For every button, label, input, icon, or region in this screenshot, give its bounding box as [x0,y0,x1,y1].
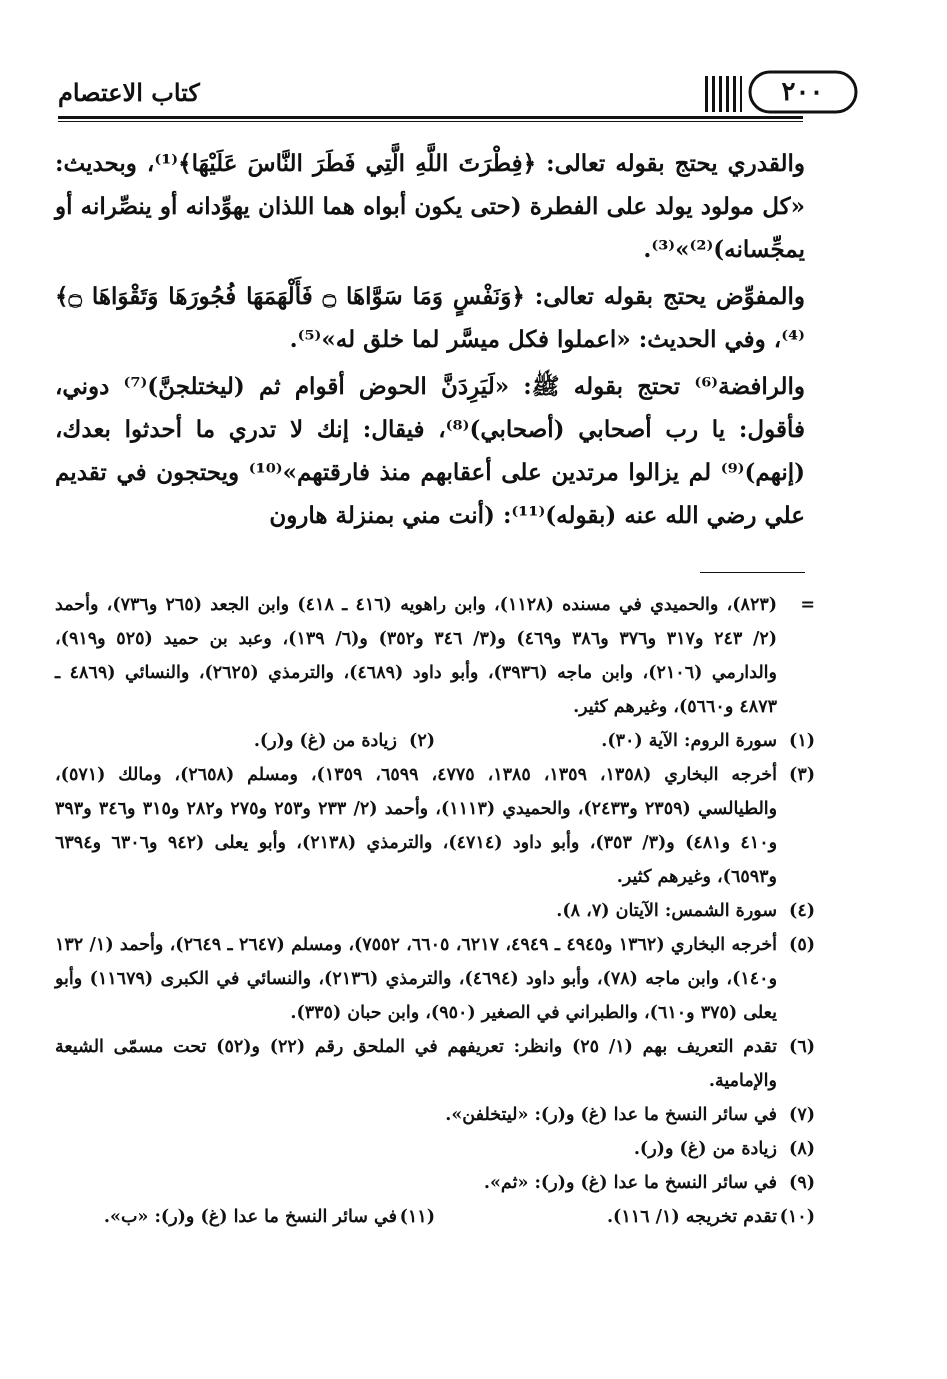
paragraph-mufawwid: والمفوِّض يحتج بقوله تعالى: ﴿وَنَفْسٍ وَمَا سَوَّاهَا ۝ فَأَلْهَمَهَا فُجُورَهَا وَتَقْوَاهَا ۝﴾⁽⁴⁾، وفي الحديث: «اعملوا فكل ميسَّر لما خلق له»⁽⁵⁾. [55,283,805,353]
header-rule [58,116,803,119]
footnote-6 [55,1030,815,1098]
footnote-mark: (٦) [789,1037,815,1057]
footnote-mark: (١١) [399,1207,435,1227]
footnote-mark: (١) [789,731,815,751]
footnote-text: (٨٢٣)، والحميدي في مسنده (١١٢٨)، وابن راهويه (٤١٦ ـ ٤١٨) وابن الجعد (٢٦٥ و٧٣٦)، وأحمد (٢/ ٢٤٣ و٣١٧ و٣٧٦ و٣٨٦ و٤٦٩) و(٣/ ٣٤٦ و٣٥٢) و(٦/ ١٣٩)، وعبد بن حميد (٥٢٥ و٩١٩)، والدارمي (٢١٠٦)، وابن ماجه (٣٩٣٦)، وأبو داود (٤٦٨٩)، والترمذي (٢٦٢٥)، والنسائي (٤٨٦٩ ـ ٤٨٧٣ و٥٦٦٠)، وغيرهم كثير. [55,595,778,717]
footnote-mark: (٢) [409,731,435,751]
footnote-4 [55,894,815,928]
footnote-text: سورة الروم: الآية (٣٠). [601,731,777,751]
ornament-bars-icon [703,74,743,114]
footnote-separator [700,572,805,573]
footnote-mark: = [800,595,815,615]
footnote-text: زيادة من (غ) و(ر). [633,1139,777,1159]
footnotes [55,588,815,1234]
footnote-text: في سائر النسخ ما عدا (غ) و(ر): «ثم». [483,1173,777,1193]
footnote-5 [55,928,815,1030]
footnote-9 [55,1166,815,1200]
page-number: ٢٠٠ [781,77,824,107]
footnote-mark: (٧) [789,1105,815,1125]
footnote-row-1-2 [55,724,815,758]
paragraph-rafida: والرافضة⁽⁶⁾ تحتج بقوله ﷺ: «لَيَرِدَنَّ الحوض أقوام ثم (ليختلجنَّ)⁽⁷⁾ دوني، فأقول: يا رب أصحابي (أصحابي)⁽⁸⁾، فيقال: إنك لا تدري ما أحدثوا بعدك، (إنهم)⁽⁹⁾ لم يزالوا مرتدين على أعقابهم منذ فارقتهم»⁽¹⁰⁾ ويحتجون في تقديم علي رضي الله عنه (بقوله)⁽¹¹⁾: (أنت مني بمنزلة هارون [55,373,806,529]
footnote-mark: (٣) [789,765,815,785]
page-header [58,68,824,126]
book-title: كتاب الاعتصام [58,78,200,107]
footnote-row-10-11 [55,1200,815,1234]
footnote-text: في سائر النسخ ما عدا (غ) و(ر): «ب». [103,1207,397,1227]
main-text [55,142,805,537]
footnote-text: في سائر النسخ ما عدا (غ) و(ر): «ليتخلفن». [445,1105,777,1125]
footnote-text: سورة الشمس: الآيتان (٧، ٨). [556,901,777,921]
footnote-text: تقدم التعريف بهم (١/ ٢٥) وانظر: تعريفهم في الملحق رقم (٢٢) و(٥٢) تحت مسمّى الشيعة والإمامية. [55,1037,777,1091]
header-rule-thin [58,121,803,122]
footnote-text: أخرجه البخاري (١٣٦٢ و٤٩٤٥ ـ ٤٩٤٩، ٦٢١٧، ٦٦٠٥، ٧٥٥٢)، ومسلم (٢٦٤٧ ـ ٢٦٤٩)، وأحمد (١/ ١٣٢ و١٤٠)، وابن ماجه (٧٨)، وأبو داود (٤٦٩٤)، والترمذي (٢١٣٦)، والنسائي في الكبرى (١١٦٧٩) وأبو يعلى (٣٧٥ و٦١٠)، والطبراني في الصغير (٩٥٠)، وابن حبان (٣٣٥). [55,935,778,1023]
footnote-mark: (٥) [789,935,815,955]
footnote-text: تقدم تخريجه (١/ ١١٦). [606,1207,777,1227]
footnote-text: زيادة من (غ) و(ر). [253,731,397,751]
footnote-mark: (٤) [789,901,815,921]
footnote-7 [55,1098,815,1132]
footnote-mark: (٩) [789,1173,815,1193]
footnote-continued [55,588,815,724]
footnote-8 [55,1132,815,1166]
footnote-mark: (١٠) [779,1207,815,1227]
paragraph-qadari: والقدري يحتج بقوله تعالى: ﴿فِطْرَتَ اللَّهِ الَّتِي فَطَرَ النَّاسَ عَلَيْهَا﴾⁽¹⁾، وبحديث: «كل مولود يولد على الفطرة (حتى يكون أبواه هما اللذان يهوِّدانه أو ينصِّرانه أو يمجِّسانه)⁽²⁾»⁽³⁾. [55,150,805,263]
footnote-mark: (٨) [789,1139,815,1159]
footnote-text: أخرجه البخاري (١٣٥٨، ١٣٥٩، ١٣٨٥، ٤٧٧٥، ٦٥٩٩، ١٣٥٩)، ومسلم (٢٦٥٨)، ومالك (٥٧١)، والطيالسي (٢٣٥٩ و٢٤٣٣)، والحميدي (١١١٣)، وأحمد (٢/ ٢٣٣ و٢٥٣ و٢٧٥ و٢٨٢ و٣١٥ و٣٤٦ و٣٩٣ و٤١٠ و٤٨١) و(٣/ ٣٥٣)، وأبو داود (٤٧١٤)، والترمذي (٢١٣٨)، وأبو يعلى (٩٤٢ و٦٣٠٦ و٦٣٩٤ و٦٥٩٣)، وغيرهم كثير. [55,765,778,887]
footnote-3 [55,758,815,894]
